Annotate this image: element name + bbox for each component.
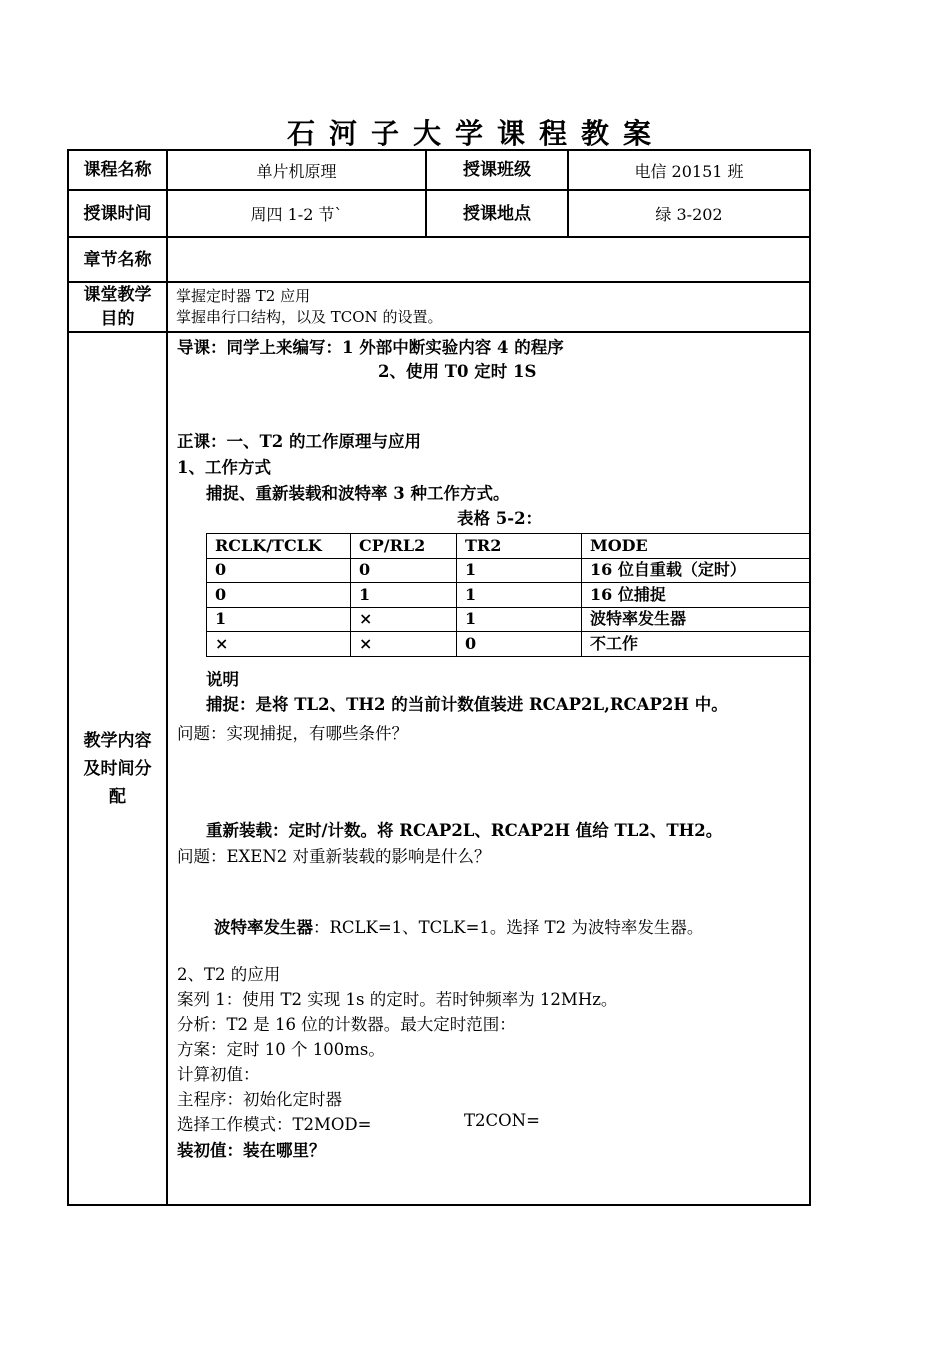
lesson-plan-table bbox=[67, 149, 811, 1206]
table-row bbox=[207, 583, 810, 608]
table-cell: × bbox=[351, 607, 457, 632]
content-cell bbox=[167, 332, 810, 1205]
column-header: RCLK/TCLK bbox=[207, 534, 351, 559]
app-heading: 2、T2 的应用 bbox=[177, 965, 281, 984]
time-value: 周四 1-2 节` bbox=[167, 190, 426, 237]
intro-line: 导课：同学上来编写：1 外部中断实验内容 4 的程序 bbox=[177, 338, 564, 357]
content-area bbox=[168, 333, 810, 1202]
baud-rest: ：RCLK=1、TCLK=1。选择 T2 为波特率发生器。 bbox=[313, 918, 704, 937]
plan-line: 方案：定时 10 个 100ms。 bbox=[177, 1040, 385, 1059]
objective-value bbox=[167, 282, 810, 332]
column-header: TR2 bbox=[457, 534, 582, 559]
init-calc-line: 计算初值： bbox=[177, 1065, 260, 1084]
baud-line bbox=[214, 914, 703, 938]
main-heading: 正课：一、T2 的工作原理与应用 bbox=[177, 432, 422, 451]
course-name-label: 课程名称 bbox=[68, 150, 167, 190]
table-row bbox=[207, 607, 810, 632]
column-header: MODE bbox=[582, 534, 810, 559]
table-cell: × bbox=[351, 632, 457, 657]
capture-line: 捕捉：是将 TL2、TH2 的当前计数值装进 RCAP2L,RCAP2H 中。 bbox=[206, 695, 728, 714]
objective-label-line: 课堂教学 bbox=[83, 285, 152, 305]
table-cell: 1 bbox=[207, 607, 351, 632]
table-cell: 0 bbox=[207, 558, 351, 583]
mode-table bbox=[206, 533, 810, 657]
table-cell: × bbox=[207, 632, 351, 657]
table-cell: 0 bbox=[457, 632, 582, 657]
table-cell: 0 bbox=[207, 583, 351, 608]
table-cell: 1 bbox=[457, 607, 582, 632]
table-cell: 1 bbox=[457, 558, 582, 583]
content-label-line: 配 bbox=[109, 786, 126, 807]
table-row bbox=[68, 282, 810, 332]
table-cell: 1 bbox=[457, 583, 582, 608]
location-value: 绿 3-202 bbox=[568, 190, 810, 237]
table-cell: 0 bbox=[351, 558, 457, 583]
page-title: 石河子大学课程教案 bbox=[286, 117, 665, 150]
question-line: 问题：EXEN2 对重新装载的影响是什么？ bbox=[177, 847, 491, 866]
objective-label bbox=[68, 282, 167, 332]
mode-heading: 1、工作方式 bbox=[177, 458, 271, 477]
objective-item: 掌握定时器 T2 应用 bbox=[176, 287, 311, 305]
baud-bold: 波特率发生器 bbox=[214, 918, 313, 937]
objective-label-line: 目的 bbox=[100, 309, 135, 329]
case-line: 案列 1：使用 T2 实现 1s 的定时。若时钟频率为 12MHz。 bbox=[177, 990, 618, 1009]
table-row bbox=[68, 237, 810, 282]
class-value: 电信 20151 班 bbox=[568, 150, 810, 190]
table-row bbox=[68, 150, 810, 190]
table-row bbox=[207, 558, 810, 583]
table-row bbox=[207, 632, 810, 657]
note-label: 说明 bbox=[206, 670, 239, 689]
content-label-line: 及时间分 bbox=[83, 758, 152, 779]
analysis-line: 分析：T2 是 16 位的计数器。最大定时范围： bbox=[177, 1015, 516, 1034]
load-value-line: 装初值：装在哪里？ bbox=[177, 1141, 326, 1160]
course-name-value: 单片机原理 bbox=[167, 150, 426, 190]
table-cell: 1 bbox=[351, 583, 457, 608]
content-label bbox=[68, 332, 167, 1205]
table-cell: 16 位自重载（定时） bbox=[582, 558, 810, 583]
t2con-line: T2CON= bbox=[464, 1111, 540, 1130]
class-label: 授课班级 bbox=[426, 150, 568, 190]
objective-item: 掌握串行口结构，以及 TCON 的设置。 bbox=[176, 308, 443, 326]
table-cell: 16 位捕捉 bbox=[582, 583, 810, 608]
location-label: 授课地点 bbox=[426, 190, 568, 237]
table-row bbox=[68, 332, 810, 1205]
table-row bbox=[68, 190, 810, 237]
main-program-line: 主程序：初始化定时器 bbox=[177, 1090, 342, 1109]
table-cell: 不工作 bbox=[582, 632, 810, 657]
table-cell: 波特率发生器 bbox=[582, 607, 810, 632]
table-caption: 表格 5-2： bbox=[457, 509, 543, 528]
question-line: 问题：实现捕捉，有哪些条件？ bbox=[177, 724, 408, 743]
column-header: CP/RL2 bbox=[351, 534, 457, 559]
reload-line: 重新装载：定时/计数。将 RCAP2L、RCAP2H 值给 TL2、TH2。 bbox=[206, 821, 723, 840]
chapter-label: 章节名称 bbox=[68, 237, 167, 282]
content-label-line: 教学内容 bbox=[83, 730, 152, 751]
chapter-value bbox=[167, 237, 810, 282]
table-header-row bbox=[207, 534, 810, 559]
select-mode-line: 选择工作模式：T2MOD= bbox=[177, 1115, 372, 1134]
intro-line: 2、使用 T0 定时 1S bbox=[378, 362, 537, 381]
mode-description: 捕捉、重新装载和波特率 3 种工作方式。 bbox=[206, 484, 510, 503]
time-label: 授课时间 bbox=[68, 190, 167, 237]
